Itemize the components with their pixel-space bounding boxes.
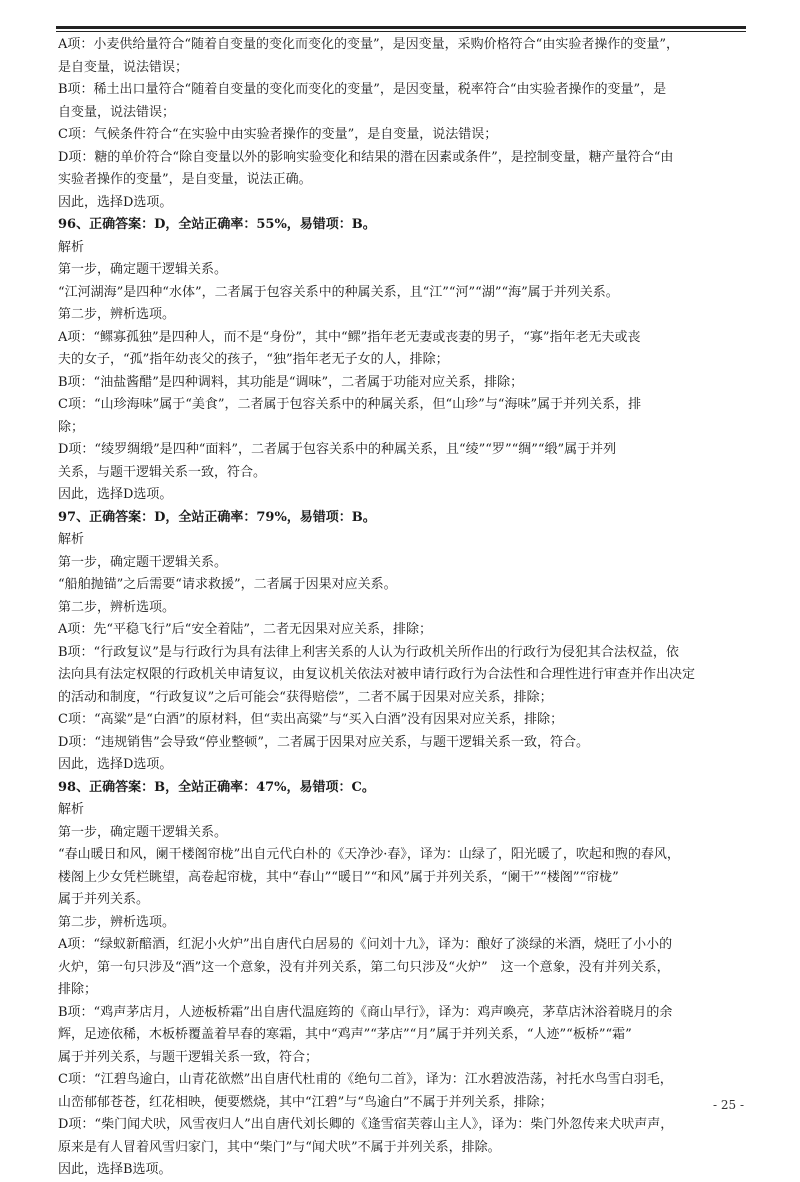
page-number: - 25 - [712,1098,744,1112]
text-line: D项：“柴门闻犬吠，风雪夜归人”出自唐代刘长卿的《逢雪宿芙蓉山主人》，译为：柴门外忽传来犬吠声声， [58,1117,674,1132]
text-line: 夫的女子，“孤”指年幼丧父的孩子，“独”指年老无子女的人，排除； [58,352,449,367]
text-line: 解析 [58,239,85,255]
text-line: 辉，足迹依稀，木板桥覆盖着早春的寒霜，其中“鸡声”“茅店”“月”属于并列关系，“人迹”“板桥”“霜” [58,1027,632,1042]
text-line: 属于并列关系。 [58,892,150,907]
text-line: 第二步，辨析选项。 [58,599,176,615]
text-line: 火炉，第一句只涉及“酒”这一个意象，没有并列关系，第二句只涉及“火炉” 这一个意象，没有并列关系， [58,959,670,975]
text-line: A项：“绿蚁新醅酒，红泥小火炉”出自唐代白居易的《问刘十九》，译为：酿好了淡绿的米酒，烧旺了小小的 [58,937,673,952]
text-line: 的活动和制度，“行政复议”之后可能会“获得赔偿”，二者不属于因果对应关系，排除； [58,689,553,705]
header-rule-thin [56,31,746,32]
text-line: 山峦郁郁苍苍，红花相映，便要燃烧，其中“江碧”与“鸟逾白”不属于并列关系，排除； [58,1094,553,1110]
answer-heading: 97、正确答案：D，全站正确率：79%，易错项：B。 [58,509,376,525]
text-line: 实验者操作的变量”，是自变量，说法正确。 [58,172,312,187]
text-line: B项：“油盐酱醋”是四种调料，其功能是“调味”，二者属于功能对应关系，排除； [58,374,524,390]
document-body [58,34,746,1182]
text-line: “春山暖日和风，阑干楼阁帘栊”出自元代白朴的《天净沙·春》，译为：山绿了，阳光暖了，吹起和煦的春风， [58,847,680,862]
text-line: 自变量，说法错误； [58,104,176,120]
text-line: 第一步，确定题干逻辑关系。 [58,554,228,570]
text-line: 因此，选择B选项。 [58,1162,172,1177]
answer-heading: 96、正确答案：D，全站正确率：55%，易错项：B。 [58,217,376,232]
text-line: 是自变量，说法错误； [58,59,189,75]
text-line: A项：小麦供给量符合“随着自变量的变化而变化的变量”，是因变量，采购价格符合“由实验者操作的变量”， [58,37,679,52]
text-line: 因此，选择D选项。 [58,757,173,772]
text-line: 第一步，确定题干逻辑关系。 [58,262,228,277]
text-line: D项：“绫罗绸缎”是四种“面料”，二者属于包容关系中的种属关系，且“绫”“罗”“绸”“缎”属于并列 [58,442,617,457]
text-line: 楼阁上少女凭栏眺望，高卷起帘栊，其中“春山”“暖日”“和风”属于并列关系，“阑干”“楼阁”“帘栊” [58,869,619,885]
text-line: 属于并列关系，与题干逻辑关系一致，符合； [58,1049,319,1065]
header-rule-thick [56,26,746,29]
text-line: 排除； [58,982,98,997]
text-line: C项：“高粱”是“白酒”的原材料，但“卖出高粱”与“买入白酒”没有因果对应关系，排除； [58,712,564,727]
text-line: 法向具有法定权限的行政机关申请复议，由复议机关依法对被申请行政行为合法性和合理性进行审查并作出决定 [58,667,696,682]
text-line: A项：先“平稳飞行”后“安全着陆”，二者无因果对应关系，排除； [58,622,432,637]
text-line: B项：“行政复议”是与行政行为具有法律上利害关系的人认为行政机关所作出的行政行为侵犯其合法权益，依 [58,644,679,660]
text-line: 解析 [58,802,85,817]
text-line: 原来是有人冒着风雪归家门，其中“柴门”与“闻犬吠”不属于并列关系，排除。 [58,1139,501,1155]
text-line: “江河湖海”是四种“水体”，二者属于包容关系中的种属关系，且“江”“河”“湖”“海”属于并列关系。 [58,284,619,300]
text-line: 第一步，确定题干逻辑关系。 [58,824,228,840]
text-line: A项：“鳏寡孤独”是四种人，而不是“身份”，其中“鳏”指年老无妻或丧妻的男子，“寡”指年老无夫或丧 [58,329,641,345]
text-line: 关系，与题干逻辑关系一致，符合。 [58,464,267,480]
text-line: C项：“山珍海味”属于“美食”，二者属于包容关系中的种属关系，但“山珍”与“海味”属于并列关系，排 [58,397,642,412]
text-line: D项：糖的单价符合“除自变量以外的影响实验变化和结果的潜在因素或条件”，是控制变量，糖产量符合“由 [58,149,674,165]
answer-heading: 98、正确答案：B，全站正确率：47%，易错项：C。 [58,779,375,795]
text-line: 解析 [58,532,85,547]
text-line: D项：“违规销售”会导致“停业整顿”，二者属于因果对应关系，与题干逻辑关系一致，符合。 [58,734,590,750]
text-line: 因此，选择D选项。 [58,194,173,210]
text-line: C项：“江碧鸟逾白，山青花欲燃”出自唐代杜甫的《绝句二首》，译为：江水碧波浩荡，衬托水鸟雪白羽毛， [58,1072,673,1087]
text-line: 第二步，辨析选项。 [58,914,176,930]
text-line: 第二步，辨析选项。 [58,307,176,322]
text-line: B项：稀土出口量符合“随着自变量的变化而变化的变量”，是因变量，税率符合“由实验者操作的变量”，是 [58,82,667,97]
text-line: 因此，选择D选项。 [58,487,173,502]
text-line: 除； [58,419,85,435]
text-line: B项：“鸡声茅店月，人迹板桥霜”出自唐代温庭筠的《商山早行》，译为：鸡声喚亮，茅草店沐浴着晓月的余 [58,1004,673,1020]
text-line: “船舶抛锚”之后需要“请求救援”，二者属于因果对应关系。 [58,577,397,592]
text-line: C项：气候条件符合“在实验中由实验者操作的变量”，是自变量，说法错误； [58,127,498,142]
